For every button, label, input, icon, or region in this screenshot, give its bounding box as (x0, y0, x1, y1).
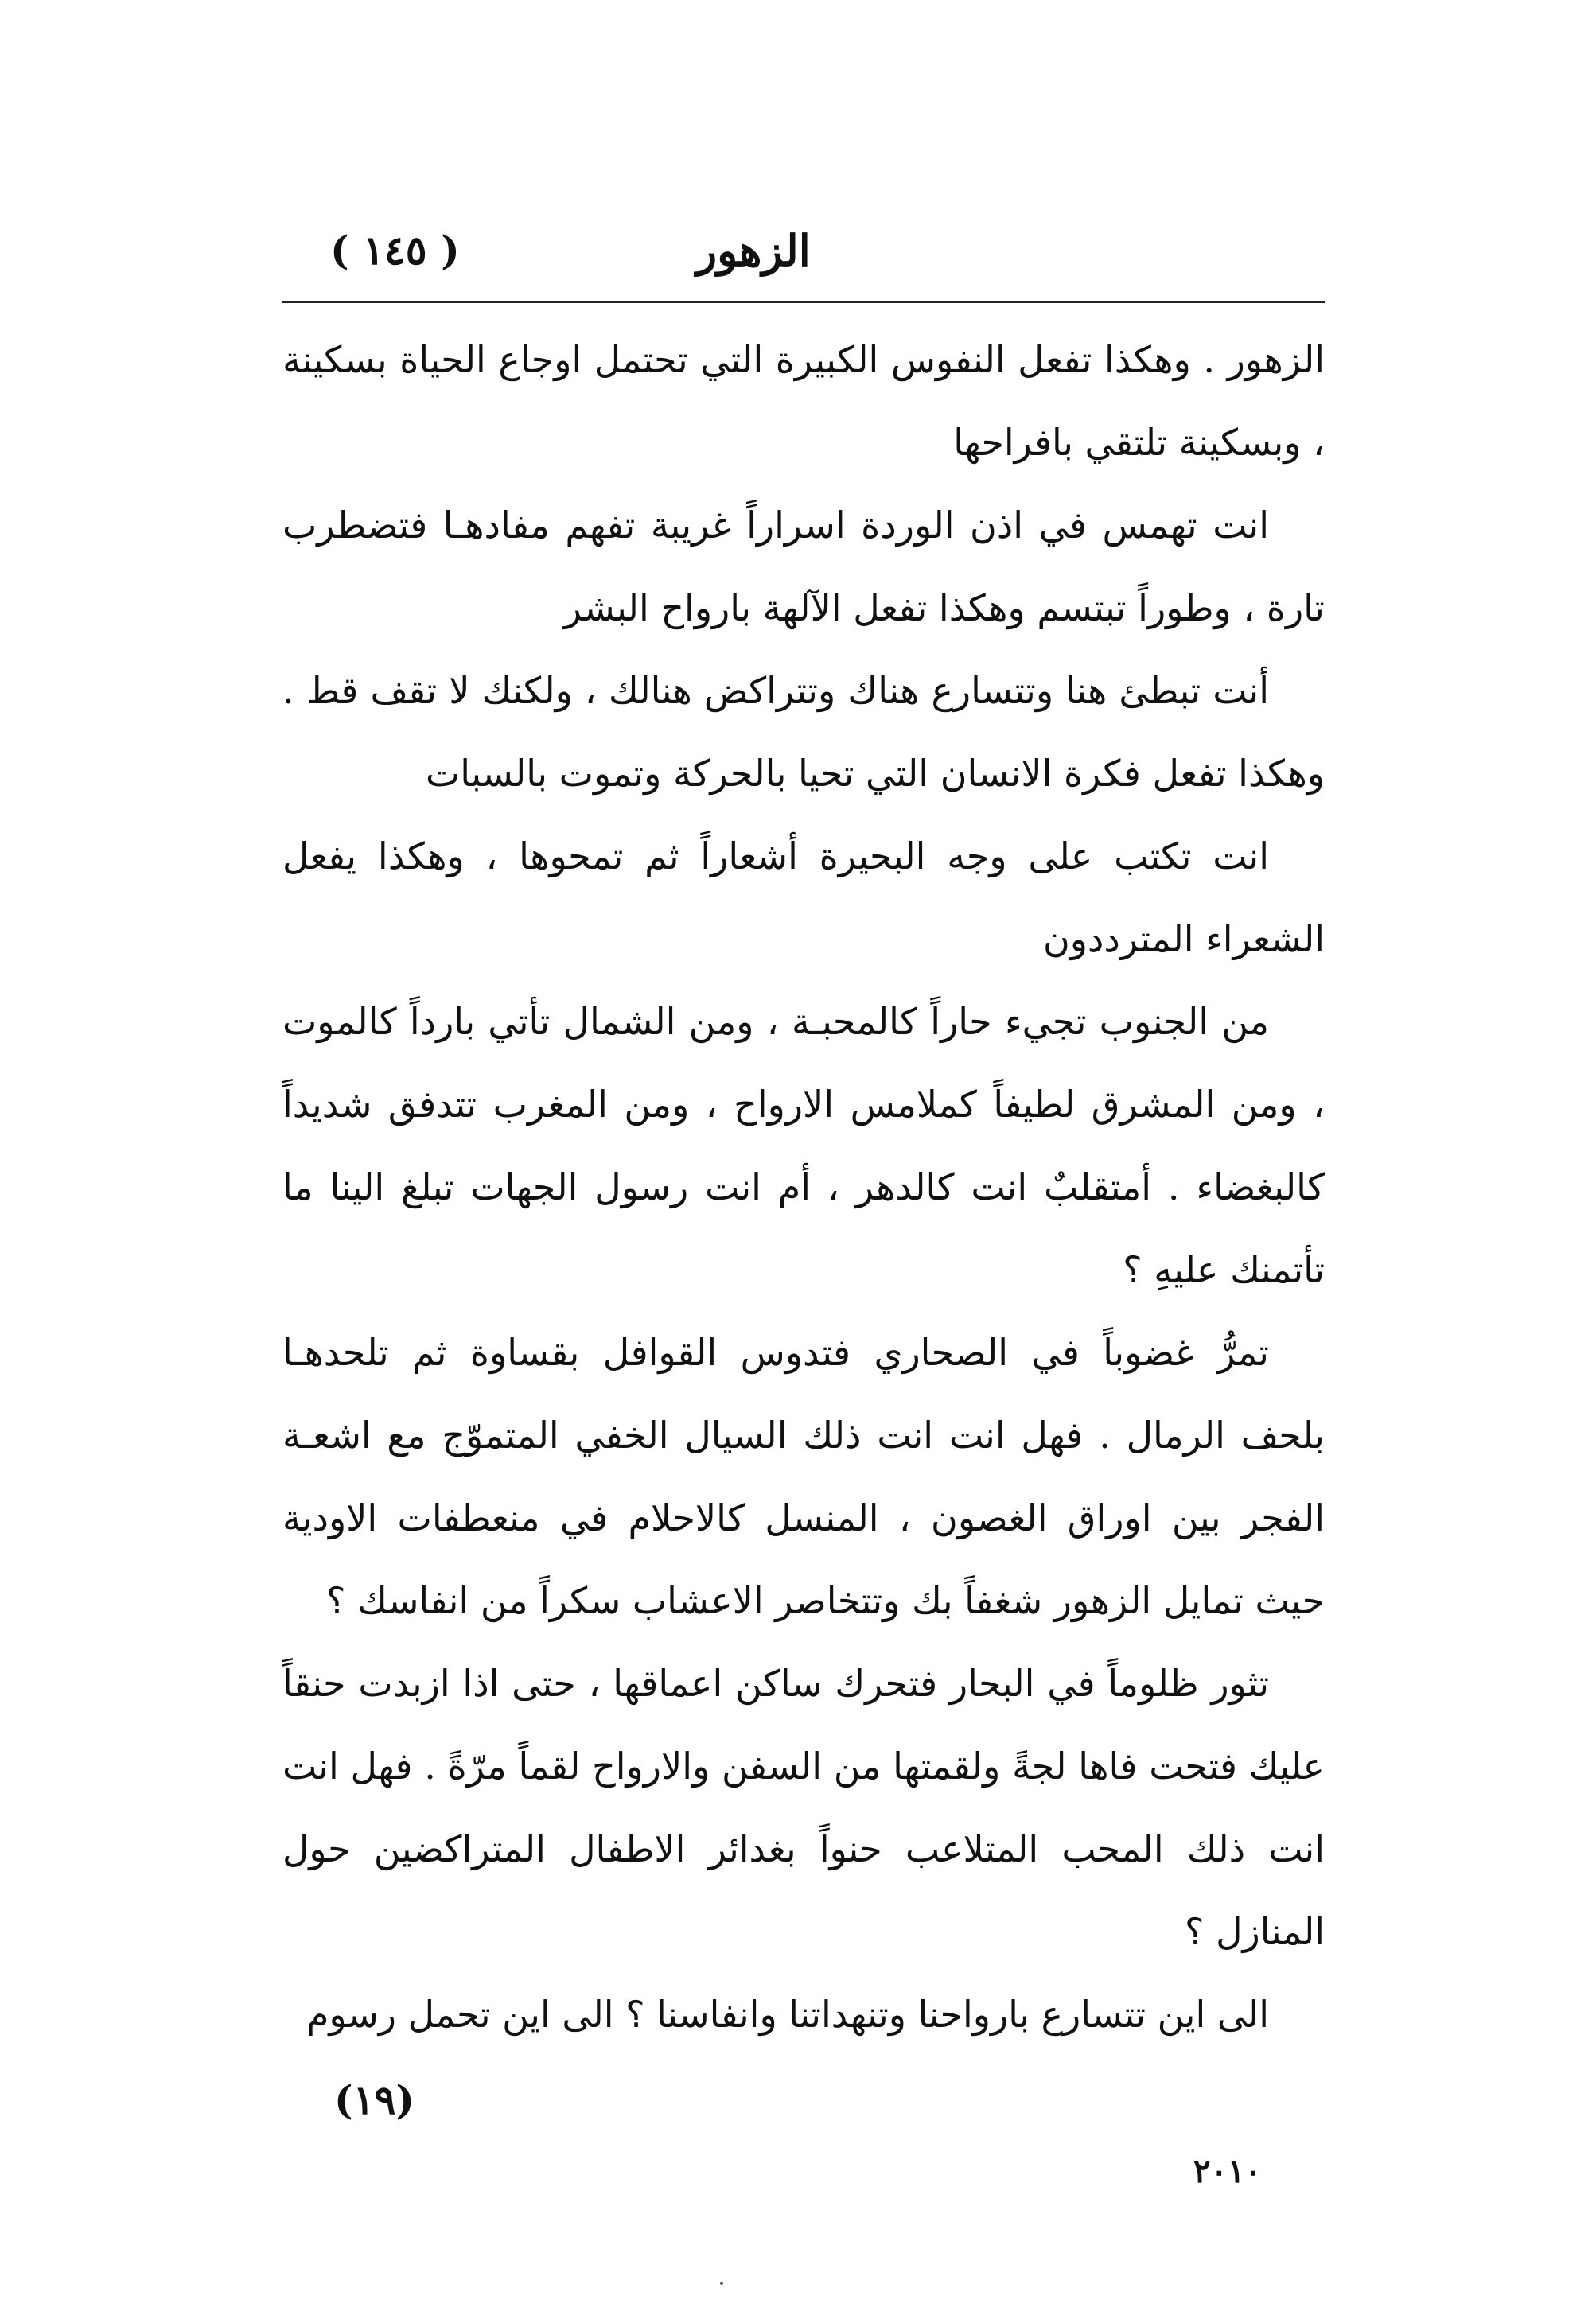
signature-mark: (١٩) (334, 2076, 415, 2123)
page-number: ( ١٤٥ ) (330, 227, 460, 274)
paragraph: انت تهمس في اذن الوردة اسراراً غريبة تفهم مفادهـا فتضطرب تارة ، وطوراً تبتسم وهكذا تفعل الآلهة بارواح البشر (282, 504, 1325, 629)
paragraph: من الجنوب تجيء حاراً كالمحبـة ، ومن الشمال تأتي بارداً كالموت ، ومن المشرق لطيفاً كملامس الارواح ، ومن المغرب تتدفق شديداً كالبغضاء . أمتقلبٌ انت كالدهر ، أم انت رسول الجهات تبلغ الينا ما تأتمنك عليهِ ؟ (282, 1000, 1325, 1291)
print-mark: ٢٠١٠ (1193, 2153, 1262, 2190)
page-header (282, 215, 1325, 302)
paragraph: الى اين تتسارع بارواحنا وتنهداتنا وانفاسنا ؟ الى اين تحمل رسوم (306, 1993, 1269, 2036)
running-title: الزهور (696, 225, 811, 276)
body-text (282, 318, 1325, 2052)
paragraph: الزهور . وهكذا تفعل النفوس الكبيرة التي تحتمل اوجاع الحياة بسكينة ، وبسكينة تلتقي بافراحها (282, 338, 1325, 464)
paragraph: تمرُّ غضوباً في الصحاري فتدوس القوافل بقساوة ثم تلحدهـا بلحف الرمال . فهل انت انت ذلك السيال الخفي المتموّج مع اشعـة الفجر بين اوراق الغصون ، المنسل كالاحلام في منعطفات الاودية حيث تمايل الزهور شغفاً بك وتتخاصر الاعشاب سكراً من انفاسك ؟ (282, 1331, 1325, 1622)
scan-speck (720, 2282, 723, 2285)
header-divider (282, 301, 1325, 303)
paragraph: انت تكتب على وجه البحيرة أشعاراً ثم تمحوها ، وهكذا يفعل الشعراء المترددون (282, 835, 1325, 960)
paragraph: أنت تبطئ هنا وتتسارع هناك وتتراكض هنالك ، ولكنك لا تقف قط . وهكذا تفعل فكرة الانسان التي تحيا بالحركة وتموت بالسبات (282, 669, 1325, 795)
paragraph: تثور ظلوماً في البحار فتحرك ساكن اعماقها ، حتى اذا ازبدت حنقاً عليك فتحت فاها لجةً ولقمتها من السفن والارواح لقماً مرّةً . فهل انت انت ذلك المحب المتلاعب حنواً بغدائر الاطفال المتراكضين حول المنازل ؟ (282, 1662, 1325, 1953)
